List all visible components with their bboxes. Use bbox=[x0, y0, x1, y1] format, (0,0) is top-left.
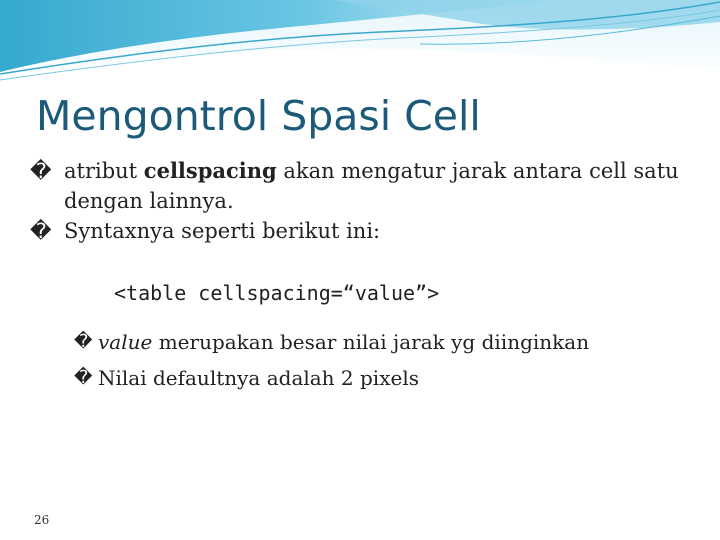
page-number: 26 bbox=[34, 513, 50, 527]
bullet-text: Syntaxnya seperti berikut ini: bbox=[64, 219, 381, 243]
bullet-text-after: akan mengatur jarak antara cell satu dengan lainnya. bbox=[64, 159, 679, 213]
sub-bullet-italic-term: value bbox=[98, 330, 153, 354]
bullet-syntax bbox=[30, 216, 690, 246]
sub-bullet-value bbox=[74, 324, 694, 360]
bullet-glyph-icon: � bbox=[74, 367, 93, 388]
bullet-cellspacing bbox=[30, 156, 690, 216]
sub-bullet-default bbox=[74, 360, 694, 396]
sub-bullet-text: Nilai defaultnya adalah 2 pixels bbox=[98, 366, 419, 390]
bullet-text-before: atribut bbox=[64, 159, 144, 183]
code-example: <table cellspacing=“value”> bbox=[114, 281, 440, 305]
sub-bullet-text-after: merupakan besar nilai jarak yg diinginkan bbox=[152, 330, 590, 354]
bullet-glyph-icon: � bbox=[74, 331, 93, 352]
main-bullet-list bbox=[30, 156, 690, 246]
bullet-glyph-icon: � bbox=[30, 159, 52, 183]
sub-bullet-list bbox=[74, 324, 694, 396]
bullet-glyph-icon: � bbox=[30, 219, 52, 243]
slide-title: Mengontrol Spasi Cell bbox=[36, 92, 481, 140]
bullet-bold-term: cellspacing bbox=[143, 158, 277, 183]
